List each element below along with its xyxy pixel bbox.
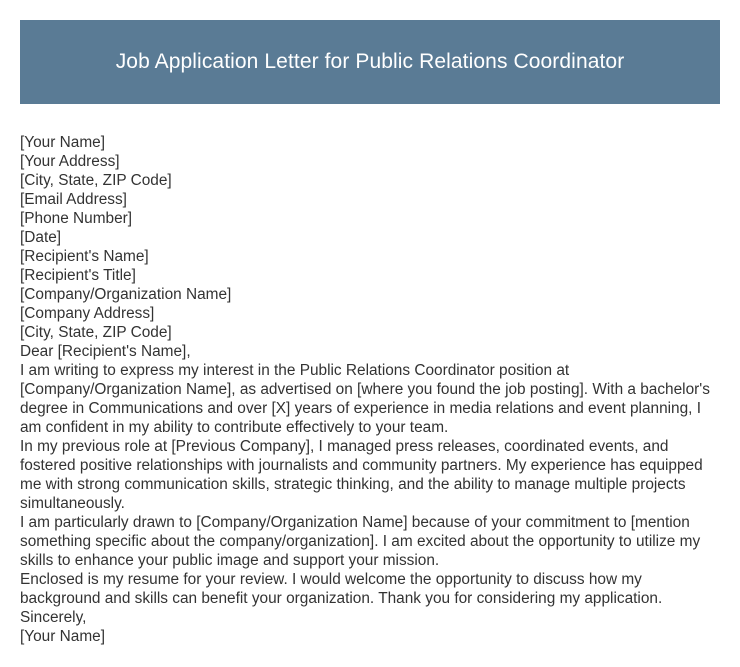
page-title: Job Application Letter for Public Relations Coordinator (115, 50, 625, 73)
sender-address: [Your Address] (20, 153, 120, 170)
company-address: [Company Address] (20, 305, 155, 322)
body-paragraph-experience: In my previous role at [Previous Company], I managed press releases, coordinated events, and fostered positive relationships with journalists and community partners. My experience has equipped me with strong communication skills, strategic thinking, and the ability to manage multiple projects simultaneously. (20, 438, 703, 512)
company-name: [Company/Organization Name] (20, 286, 232, 303)
sender-name: [Your Name] (20, 134, 105, 151)
salutation: Dear [Recipient's Name], (20, 343, 191, 360)
body-paragraph-closing: Enclosed is my resume for your review. I would welcome the opportunity to discuss how my background and skills can benefit your organization. Thank you for considering my application. (20, 571, 663, 607)
sender-city-state-zip: [City, State, ZIP Code] (20, 172, 172, 189)
company-city-state-zip: [City, State, ZIP Code] (20, 324, 172, 341)
complimentary-close: Sincerely, (20, 609, 87, 626)
recipient-title: [Recipient's Title] (20, 267, 136, 284)
sender-email: [Email Address] (20, 191, 127, 208)
letter-date: [Date] (20, 229, 62, 246)
signature-name: [Your Name] (20, 628, 105, 645)
letter-body (20, 133, 725, 646)
body-paragraph-intro: I am writing to express my interest in the Public Relations Coordinator position at [Company/Organization Name], as advertised on [where you found the job posting]. With a bachelor's degree in Communications and over [X] years of experience in media relations and event planning, I am confident in my ability to contribute effectively to your team. (20, 362, 710, 436)
recipient-name: [Recipient's Name] (20, 248, 149, 265)
sender-phone: [Phone Number] (20, 210, 133, 227)
letter-header-banner (20, 20, 720, 104)
body-paragraph-motivation: I am particularly drawn to [Company/Organization Name] because of your commitment to [mention something specific about the company/organization]. I am excited about the opportunity to utilize my skills to enhance your public image and support your mission. (20, 514, 701, 569)
